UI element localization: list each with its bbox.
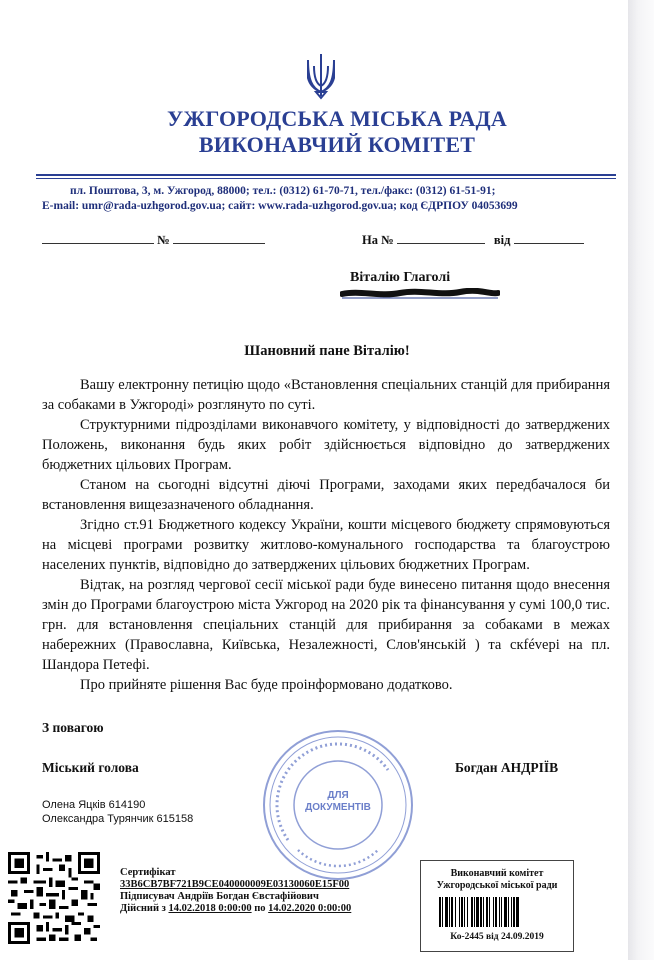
- barcode-bar: [493, 897, 494, 927]
- barcode-bar: [449, 897, 450, 927]
- org-name: УЖГОРОДСЬКА МІСЬКА РАДА: [167, 106, 507, 131]
- barcode: [439, 897, 555, 927]
- barcode-bar: [508, 897, 509, 927]
- barcode-bar: [480, 897, 482, 927]
- incoming-date-blank: [514, 233, 584, 244]
- barcode-bar: [504, 897, 507, 927]
- executor: Олена Яцків 614190: [42, 799, 146, 811]
- number-sign: №: [157, 233, 170, 247]
- barcode-bar: [455, 897, 456, 927]
- incoming-label: На №: [362, 233, 394, 247]
- barcode-bar: [501, 897, 502, 927]
- committee-name: ВИКОНАВЧИЙ КОМІТЕТ: [198, 132, 476, 157]
- barcode-bar: [464, 897, 465, 927]
- barcode-bar: [451, 897, 453, 927]
- qr-code: [8, 852, 100, 944]
- certificate-validity: Дійсний з 14.02.2018 0:00:00 по 14.02.2020 0:00:00: [120, 903, 352, 914]
- paragraph: Структурними підрозділами виконавчого комітету, у відповідності до затверджених Положень, виконання будь яких робіт здійснюється відповідно до затверджених бюджетних цільових Програм.: [42, 417, 610, 473]
- contact-address-line: пл. Поштова, 3, м. Ужгород, 88000; тел.: (0312) 61-70-71, тел./факс: (0312) 61-51-91;: [70, 185, 496, 197]
- certificate-serial: 33B6CB7BF721B9CE040000009E03130060E15F00: [120, 879, 350, 890]
- barcode-bar: [467, 897, 468, 927]
- closing: З повагою: [42, 720, 104, 735]
- certificate-info: [120, 867, 351, 915]
- barcode-bar: [476, 897, 479, 927]
- from-label: від: [493, 233, 511, 247]
- redacted-address: [340, 288, 500, 299]
- barcode-bar: [459, 897, 460, 927]
- barcode-bar: [439, 897, 441, 927]
- incoming-reference: [362, 233, 584, 248]
- barcode-bar: [511, 897, 512, 927]
- executor: Олександра Турянчик 615158: [42, 813, 194, 825]
- outgoing-date-blank: [42, 233, 154, 244]
- barcode-bar: [474, 897, 475, 927]
- outgoing-reference: [42, 233, 265, 248]
- registration-org: Виконавчий комітет Ужгородської міської ради: [436, 868, 558, 891]
- stamp-text-1: ДЛЯ: [327, 790, 349, 801]
- barcode-bar: [483, 897, 484, 927]
- barcode-bar: [471, 897, 473, 927]
- outgoing-number-blank: [173, 233, 265, 244]
- paragraph: Згідно ст.91 Бюджетного кодексу України, кошти місцевого бюджету спрямовуються на місцеві програми розвитку житлово-комунального господарства та благоустрою населених пунктів, відповідно до затверджених цільових бюджетних Програм.: [42, 517, 610, 573]
- addressee-name: Віталію Глаголі: [350, 270, 451, 285]
- barcode-bar: [461, 897, 463, 927]
- letter-body: [42, 375, 610, 695]
- paragraph: Вашу електронну петицію щодо «Встановлення спеціальних станцій для прибирання за собаками в Ужгороді» розглянуто по суті.: [42, 377, 610, 413]
- executors: [42, 798, 193, 826]
- paragraph: Відтак, на розгляд чергової сесії міської ради буде винесено питання щодо внесення змін до Програми благоустрою міста Ужгород на 2020 рік та фінансування у сумі 100,0 тис. грн. для встановлення спеціальних станцій для прибирання за собаками в межах набережних (Православна, Київська, Незалежності, Слов'янській ) та скfévері на пл. Шандора Петефі.: [42, 577, 610, 673]
- signer-name: Богдан АНДРІЇВ: [455, 760, 559, 775]
- barcode-bar: [495, 897, 497, 927]
- barcode-bar: [445, 897, 448, 927]
- trident-icon: [304, 52, 338, 100]
- incoming-number-blank: [397, 233, 485, 244]
- certificate-signer: Підписувач Андріїв Богдан Євстафійович: [120, 891, 319, 902]
- registration-number: Ко-2445 від 24.09.2019: [450, 932, 544, 942]
- registration-stamp: [420, 860, 574, 952]
- salutation: Шановний пане Віталію!: [244, 343, 410, 359]
- certificate-title: Сертифікат: [120, 867, 176, 878]
- stamp-text-2: ДОКУМЕНТІВ: [305, 802, 371, 813]
- barcode-bar: [516, 897, 519, 927]
- signer-position: Міський голова: [42, 760, 139, 775]
- paragraph: Станом на сьогодні відсутні діючі Програми, заходами яких передбачалося би встановлення вищезазначеного обладнання.: [42, 477, 610, 513]
- barcode-bar: [513, 897, 515, 927]
- header-divider-thin: [36, 178, 616, 179]
- barcode-bar: [442, 897, 443, 927]
- barcode-bar: [486, 897, 488, 927]
- barcode-bar: [499, 897, 500, 927]
- contact-email-line: E-mail: umr@rada-uzhgorod.gov.ua; сайт: www.rada-uzhgorod.gov.ua; код ЄДРПОУ 04053699: [42, 200, 518, 212]
- header-divider: [36, 174, 616, 176]
- barcode-bar: [489, 897, 490, 927]
- paragraph: Про прийняте рішення Вас буде проінформовано додатково.: [80, 677, 453, 693]
